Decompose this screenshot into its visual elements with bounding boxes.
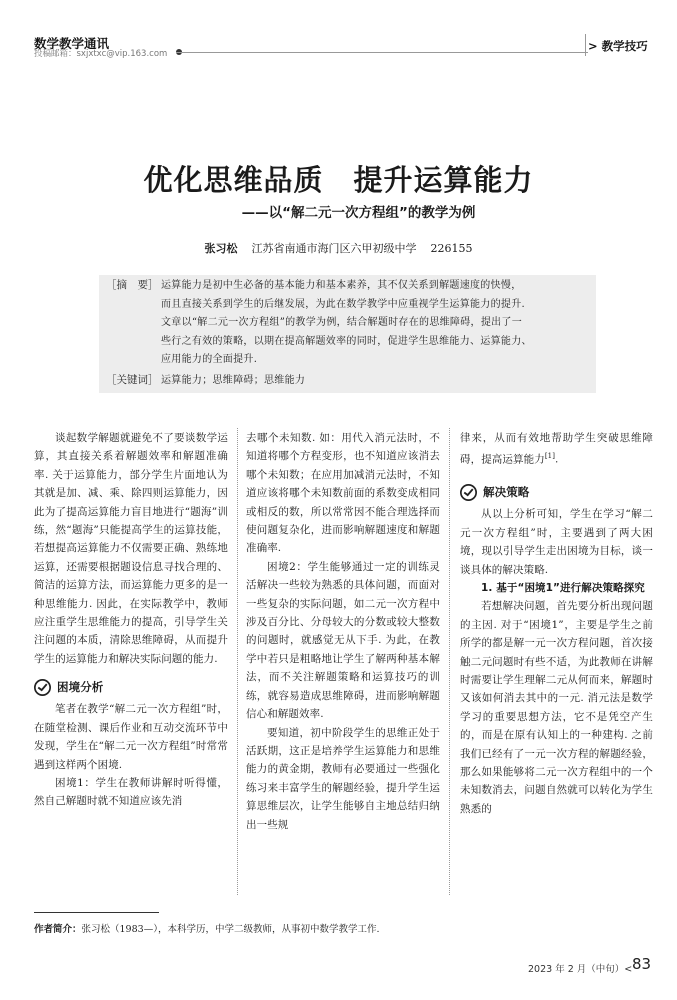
abstract-label: ［摘 要］ (106, 279, 159, 291)
column-divider (449, 428, 450, 895)
abstract-text (161, 277, 593, 370)
journal-name: 数学教学通讯 (34, 36, 110, 51)
column-3 (460, 429, 653, 818)
heading-strategy (460, 481, 653, 503)
paragraph: 困境1：学生在教师讲解时听得懂，然自己解题时就不知道应该先消 (34, 776, 228, 808)
abstract-line: 些行之有效的策略，以期在提高解题效率的同时，促进学生思维能力、运算能力、 (161, 335, 532, 347)
footnote-label: 作者简介： (34, 924, 82, 935)
paragraph-end: . (555, 453, 559, 466)
author-name: 张习松 (204, 242, 238, 255)
header-divider (585, 34, 586, 56)
section-text: 教学技巧 (601, 39, 648, 53)
paragraph: 从以上分析可知，学生在学习“解二元一次方程组”时，主要遇到了两大困境，现以引导学生走出困境为目标，谈一谈具体的解决策略. (460, 508, 653, 576)
page-number: 83 (632, 955, 652, 973)
column-1 (34, 429, 228, 811)
heading-text: 困境分析 (57, 680, 104, 695)
article-subtitle: ——以“解二元一次方程组”的教学为例 (241, 205, 476, 221)
abstract-line: 文章以“解二元一次方程组”的教学为例，结合解题时存在的思维障碍，提出了一 (161, 317, 523, 328)
submission-email: 投稿邮箱：sxjxtxc@vip.163.com (34, 49, 168, 59)
article-title: 优化思维品质 提升运算能力 (143, 163, 534, 197)
paragraph: 要知道，初中阶段学生的思维正处于活跃期，这正是培养学生运算能力和思维能力的黄金期，教师有必要通过一些强化练习来丰富学生的解题经验，提升学生运算思维层次，让学生能够自主地总结归纳出一些规 (246, 726, 440, 831)
heading-bullet-icon (460, 484, 477, 501)
paragraph: 笔者在教学“解二元一次方程组”时，在随堂检测、课后作业和互动交流环节中发现，学生在“解二元一次方程组”时常常遇到这样两个困境. (34, 703, 228, 771)
paragraph-text: 律来，从而有效地帮助学生突破思维障碍，提高运算能力 (460, 432, 653, 466)
paragraph: 困境2：学生能够通过一定的训练灵活解决一些较为熟悉的具体问题，而面对一些复杂的实际问题，如二元一次方程中涉及百分比、分母较大的分数或较大整数的问题时，就感觉无从下手. 为此，在教学中若只是粗略地让学生了解两种基本解法，而不关注解题策略和运算技巧的训练，就容易造成思维障碍，进而影响解题信心和解题效率. (246, 560, 440, 721)
abstract-box (99, 275, 596, 393)
heading-text: 解决策略 (483, 485, 530, 500)
footnote-rule (34, 912, 159, 913)
subheading: 1. 基于“困境1”进行解决策略探究 (481, 581, 645, 594)
abstract-line: 运算能力是初中生必备的基本能力和基本素养，其不仅关系到解题速度的快慢， (161, 280, 522, 291)
section-marker-icon: > (588, 39, 602, 53)
citation-ref: [1] (544, 452, 556, 461)
heading-difficulty (34, 676, 228, 698)
author-line (0, 240, 677, 256)
keywords-label: ［关键词］ (106, 374, 159, 386)
paragraph: 谈起数学解题就避免不了要谈数学运算，其直接关系着解题效率和解题准确率. 关于运算能力，部分学生片面地认为其就是加、减、乘、除四则运算能力，因此为了提高运算能力盲目地进行“题海”训练，然“题海”只能提高学生的运算技能，若想提高运算能力不仅需要正确、熟练地运算，还需要根据题设信息寻找合理的、简洁的运算方法，而运算能力更多的是一种思维能力. 因此，在实际教学中，教师应注重学生思维能力的提高，引导学生关注问题的本质，清除思维障碍，从而提升学生的运算能力和解决实际问题的能力. (34, 432, 228, 665)
footnote (34, 921, 379, 935)
paragraph (460, 429, 653, 469)
abstract-line: 应用能力的全面提升. (161, 354, 258, 365)
header-rule (176, 52, 588, 53)
author-zip: 226155 (430, 242, 473, 255)
column-2 (246, 429, 440, 834)
issue-date: 2023 年 2 月（中旬）< (528, 964, 633, 975)
paragraph: 去哪个未知数. 如：用代入消元法时，不知道将哪个方程变形，也不知道应该消去哪个未知数；在应用加减消元法时，不知道应该将哪个未知数前面的系数变成相同或相反的数，所以常常因不能合理选择而使问题复杂化，进而影响解题速度和解题准确率. (246, 432, 440, 555)
section-label (588, 38, 648, 54)
keywords-text: 运算能力；思维障碍；思维能力 (161, 375, 306, 386)
abstract-line: 而且直接关系到学生的后继发展，为此在数学教学中应重视学生运算能力的提升. (161, 298, 525, 310)
paragraph: 若想解决问题，首先要分析出现问题的主因. 对于“困境1”，主要是学生之前所学的都是解一元一次方程问题，首次接触二元问题时有些不适，为此教师在讲解时需要让学生理解二元从何而来，解题时又该如何消去其中的一元. 消元法是数学学习的重要思想方法，它不是凭空产生的，而是在原有认知上的一种建构. 之前我们已经有了一元一次方程的解题经验，那么如果能够将二元一次方程组中的一个未知数消去，问题自然就可以转化为学生熟悉的 (460, 600, 653, 815)
heading-bullet-icon (34, 679, 51, 696)
author-affiliation: 江苏省南通市海门区六甲初级中学 (251, 242, 417, 255)
footnote-text: 张习松（1983—），本科学历，中学二级教师，从事初中数学教学工作. (81, 924, 380, 935)
column-divider (237, 428, 238, 895)
